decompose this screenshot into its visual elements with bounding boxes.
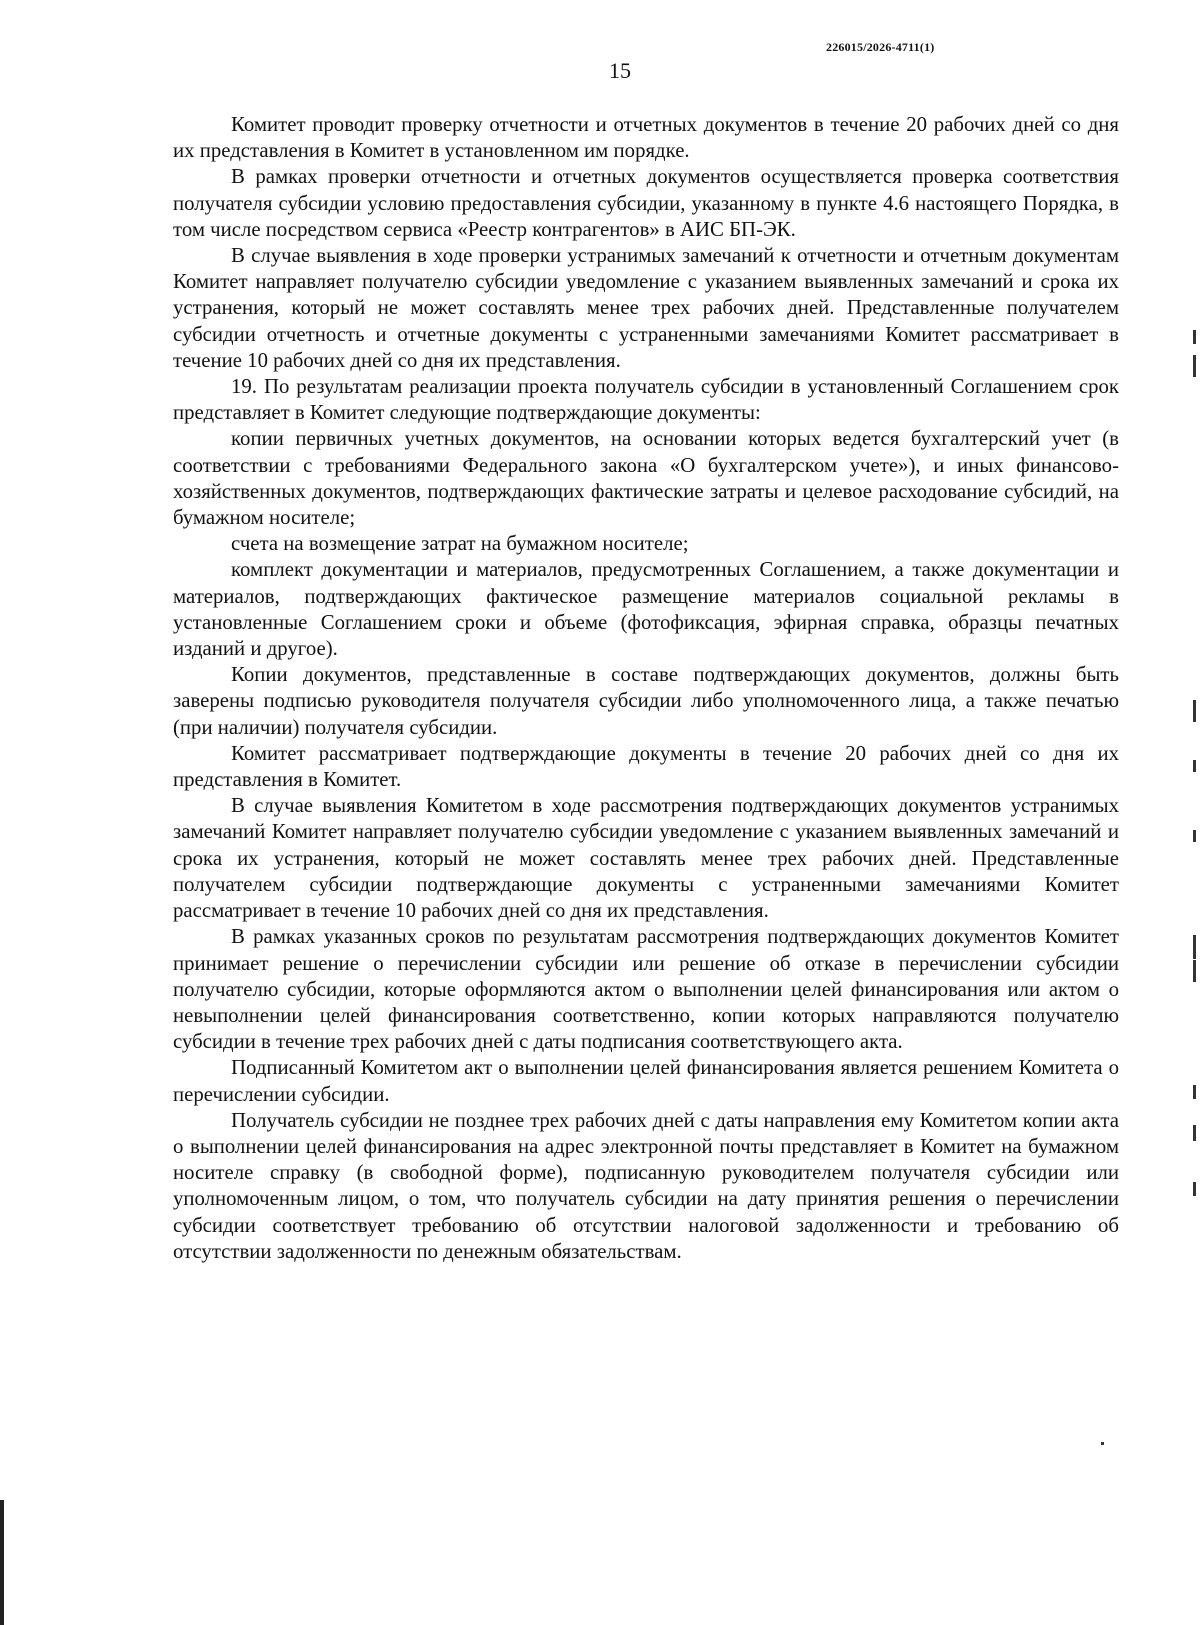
scan-mark	[1193, 830, 1196, 842]
scan-mark	[1193, 1085, 1196, 1099]
scan-mark	[1193, 760, 1196, 772]
paragraph: В случае выявления Комитетом в ходе рассмотрения подтверждающих документов устранимых замечаний Комитет направляет получателю субсидии уведомление с указанием выявленных замечаний и срока их устранения, который не может составлять менее трех рабочих дней. Представленные получателем субсидии подтверждающие документы с устраненными замечаниями Комитет рассматривает в течение 10 рабочих дней со дня их представления.	[173, 794, 1119, 923]
paragraph: В рамках проверки отчетности и отчетных документов осуществляется проверка соответствия получателя субсидии условию предоставления субсидии, указанному в пункте 4.6 настоящего Порядка, в том числе посредством сервиса «Реестр контрагентов» в АИС БП-ЭК.	[173, 165, 1119, 241]
paragraph: Подписанный Комитетом акт о выполнении целей финансирования является решением Комитета о перечислении субсидии.	[173, 1056, 1119, 1106]
scan-mark	[1193, 355, 1196, 377]
paragraph: комплект документации и материалов, предусмотренных Соглашением, а также документации и материалов, подтверждающих фактическое размещение материалов социальной рекламы в установленные Соглашением сроки и объеме (фотофиксация, эфирная справка, образцы печатных изданий и другое).	[173, 558, 1119, 661]
document-number: 226015/2026-4711(1)	[826, 40, 935, 54]
paragraph: Комитет проводит проверку отчетности и отчетных документов в течение 20 рабочих дней со дня их представления в Комитет в установленном им порядке.	[173, 113, 1119, 163]
scan-mark	[1193, 700, 1196, 722]
scan-mark	[1193, 330, 1196, 344]
document-body	[173, 112, 1119, 1265]
scan-mark	[1193, 1182, 1196, 1196]
paragraph: копии первичных учетных документов, на основании которых ведется бухгалтерский учет (в соответствии с требованиями Федерального закона «О бухгалтерском учете»), и иных финансово-хозяйственных документов, подтверждающих фактические затраты и целевое расходование субсидий, на бумажном носителе;	[173, 427, 1119, 530]
paragraph: Получатель субсидии не позднее трех рабочих дней с даты направления ему Комитетом копии акта о выполнении целей финансирования на адрес электронной почты представляет в Комитет на бумажном носителе справку (в свободной форме), подписанную руководителем получателя субсидии или уполномоченным лицом, о том, что получатель субсидии на дату принятия решения о перечислении субсидии соответствует требованию об отсутствии налоговой задолженности и требованию об отсутствии задолженности по денежным обязательствам.	[173, 1108, 1119, 1263]
paragraph: Комитет рассматривает подтверждающие документы в течение 20 рабочих дней со дня их представления в Комитет.	[173, 741, 1119, 792]
page-number: 15	[609, 58, 631, 83]
paragraph: Копии документов, представленные в составе подтверждающих документов, должны быть заверены подписью руководителя получателя субсидии либо уполномоченного лица, а также печатью (при наличии) получателя субсидии.	[173, 663, 1119, 739]
scan-mark	[1193, 1125, 1196, 1141]
scan-mark	[1193, 935, 1196, 959]
scan-binding-edge	[0, 1500, 4, 1625]
paragraph: В случае выявления в ходе проверки устранимых замечаний к отчетности и отчетным документам Комитет направляет получателю субсидии уведомление с указанием выявленных замечаний и срока их устранения, который не может составлять менее трех рабочих дней. Представленные получателем субсидии отчетность и отчетные документы с устраненными замечаниями Комитет рассматривает в течение 10 рабочих дней со дня их представления.	[173, 244, 1119, 372]
paragraph: счета на возмещение затрат на бумажном носителе;	[231, 532, 689, 556]
paragraph: В рамках указанных сроков по результатам рассмотрения подтверждающих документов Комитет принимает решение о перечислении субсидии или решение об отказе в перечислении субсидии получателю субсидии, которые оформляются актом о выполнении целей финансирования или актом о невыполнении целей финансирования соответственно, копии которых направляются получателю субсидии в течение трех рабочих дней с даты подписания соответствующего акта.	[173, 925, 1119, 1054]
paragraph: 19. По результатам реализации проекта получатель субсидии в установленный Соглашением срок представляет в Комитет следующие подтверждающие документы:	[173, 375, 1119, 425]
scan-dot	[1101, 1442, 1104, 1445]
scan-mark	[1193, 960, 1196, 982]
